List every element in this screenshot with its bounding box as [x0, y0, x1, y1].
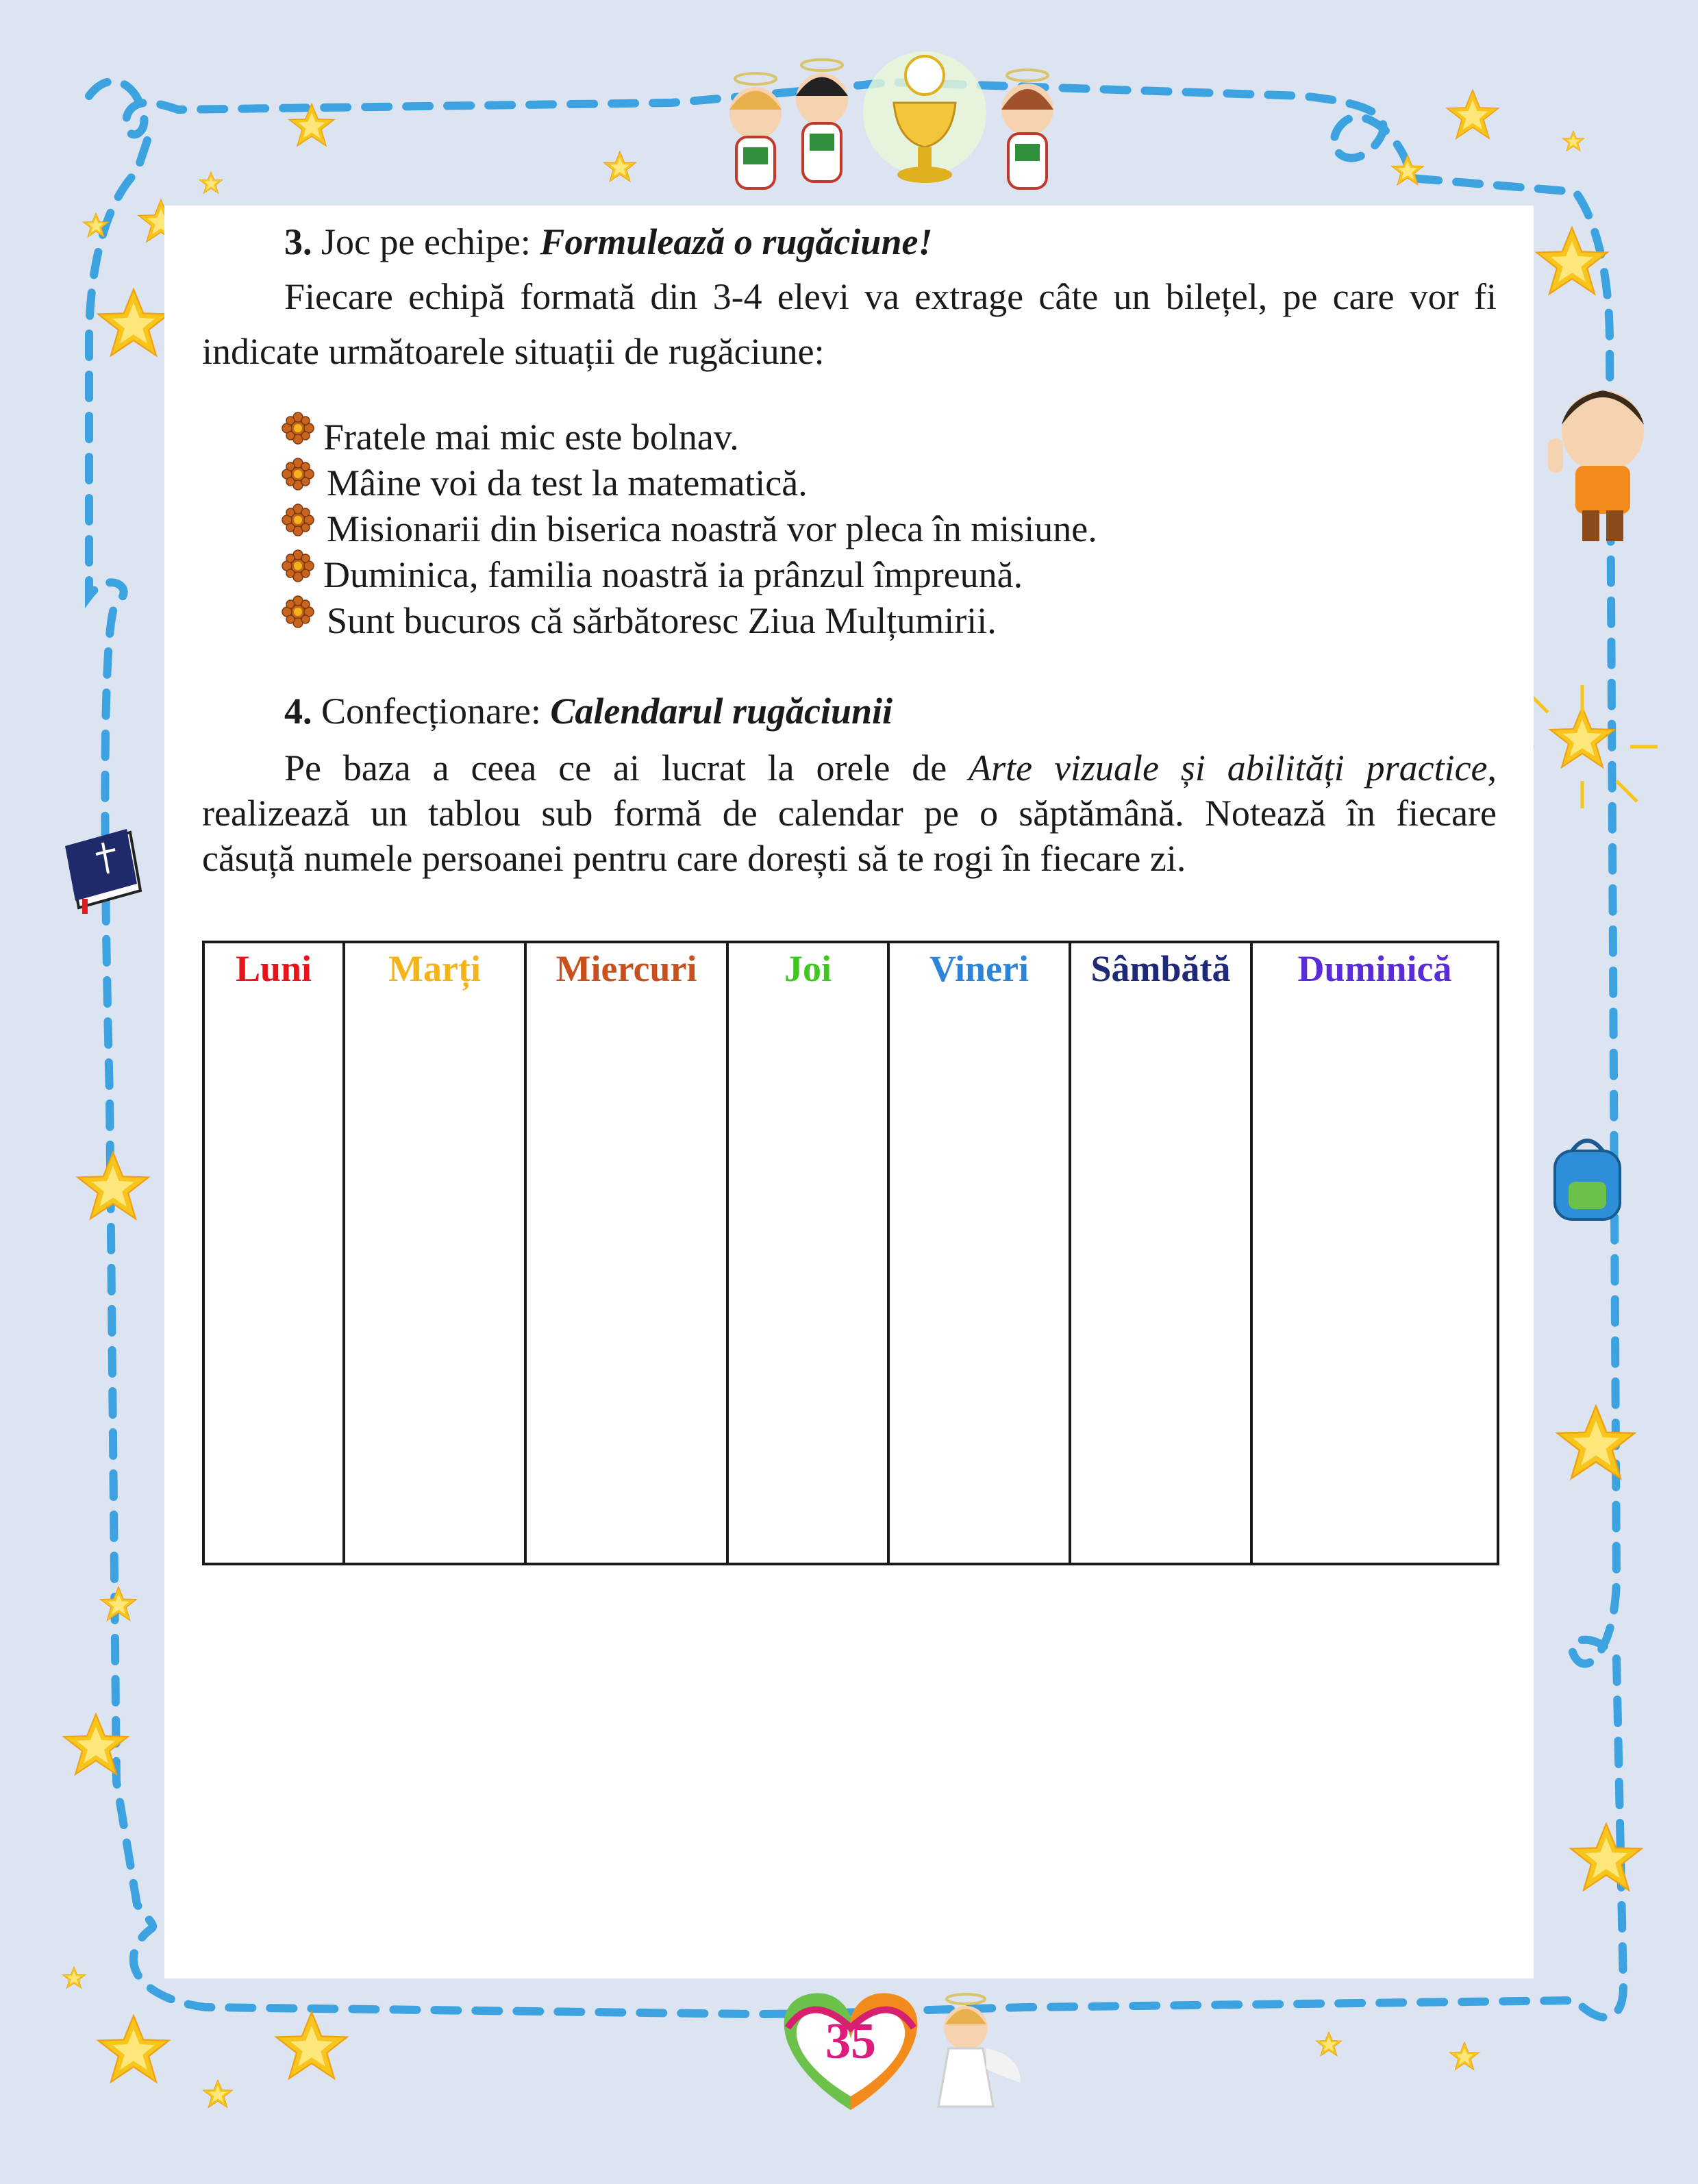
- exercise4-number: 4.: [284, 691, 312, 732]
- subject-name: Arte vizuale și abilități practice: [969, 747, 1488, 789]
- flower-bullet-icon: [281, 457, 315, 491]
- day-label: Marți: [388, 948, 481, 989]
- calendar-day-column[interactable]: [344, 942, 525, 1564]
- prayer-calendar-table: [202, 941, 1499, 1565]
- boy-waving-icon: [1548, 390, 1644, 541]
- situation-item: Misionarii din biserica noastră vor pleca în misiune.: [327, 508, 1097, 549]
- calendar-row: [203, 942, 1498, 1564]
- calendar-day-column[interactable]: [203, 942, 344, 1564]
- chalice-icon: [863, 51, 986, 183]
- calendar-day-column[interactable]: [1251, 942, 1498, 1564]
- exercise3-label: Joc pe echipe:: [321, 221, 531, 262]
- exercise4-title: Calendarul rugăciunii: [550, 691, 893, 732]
- day-label: Miercuri: [555, 948, 697, 989]
- exercise4-heading: [284, 688, 892, 734]
- exercise3-number: 3.: [284, 221, 312, 262]
- flower-bullet-icon: [281, 503, 315, 537]
- day-label: Vineri: [929, 948, 1029, 989]
- exercise4-line2: realizează un tablou sub formă de calendar pe o săptămână. Notează în fiecare: [202, 793, 1497, 834]
- page-number: 35: [825, 2013, 876, 2070]
- exercise3-intro-line1: Fiecare echipă formată din 3-4 elevi va extrage câte un bilețel, pe care vor fi: [284, 276, 1497, 317]
- flower-bullet-icon: [281, 595, 315, 629]
- bible-icon: [65, 829, 140, 914]
- day-label: Joi: [784, 948, 832, 989]
- calendar-day-column[interactable]: [525, 942, 727, 1564]
- backpack-icon: [1555, 1141, 1620, 1219]
- flower-bullet-icon: [281, 411, 315, 445]
- exercise3-heading: [284, 219, 932, 264]
- exercise3-intro-line2: indicate următoarele situații de rugăciune:: [202, 331, 825, 372]
- angel-icon: [796, 60, 848, 182]
- exercise4-label: Confecționare:: [321, 691, 541, 732]
- calendar-day-column[interactable]: [1070, 942, 1251, 1564]
- situation-item: Fratele mai mic este bolnav.: [323, 417, 739, 458]
- day-label: Sâmbătă: [1090, 948, 1231, 989]
- flower-bullet-icon: [281, 549, 315, 583]
- exercise4-line1: Pe baza a ceea ce ai lucrat la orele de Arte vizuale și abilități practice,: [284, 747, 1497, 789]
- situation-item: Duminica, familia noastră ia prânzul împreună.: [323, 554, 1023, 595]
- day-label: Duminică: [1297, 948, 1452, 989]
- situation-item: Sunt bucuros că sărbătoresc Ziua Mulțumirii.: [327, 600, 997, 641]
- calendar-day-column[interactable]: [888, 942, 1070, 1564]
- calendar-day-column[interactable]: [727, 942, 888, 1564]
- day-label: Luni: [235, 948, 312, 989]
- exercise3-title: Formulează o rugăciune!: [540, 221, 933, 262]
- exercise4-line3: căsuță numele persoanei pentru care dorești să te rogi în fiecare zi.: [202, 838, 1186, 879]
- situation-item: Mâine voi da test la matematică.: [327, 462, 808, 504]
